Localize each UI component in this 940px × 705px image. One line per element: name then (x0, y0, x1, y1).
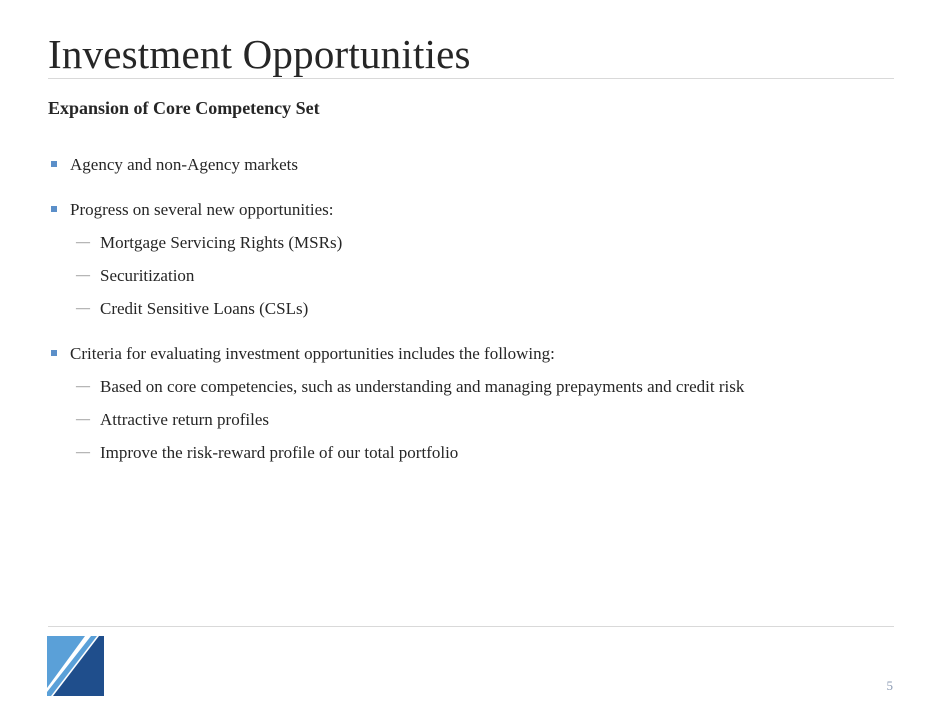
square-bullet-icon (51, 161, 57, 167)
bullet-text: Progress on several new opportunities: (70, 200, 334, 219)
sub-bullet-item (48, 226, 898, 259)
bullet-item (48, 148, 898, 181)
sub-bullet-text: Attractive return profiles (100, 410, 269, 429)
footer-divider (48, 626, 894, 627)
bullet-group (48, 193, 898, 325)
dash-icon: — (76, 235, 90, 250)
bullet-list (48, 148, 898, 481)
square-bullet-icon (51, 350, 57, 356)
slide-title: Investment Opportunities (48, 31, 471, 77)
sub-bullet-item (48, 403, 898, 436)
bullet-text: Criteria for evaluating investment opportunities includes the following: (70, 344, 555, 363)
sub-bullet-text: Credit Sensitive Loans (CSLs) (100, 299, 309, 318)
dash-icon: — (76, 268, 90, 283)
dash-icon: — (76, 412, 90, 427)
company-logo-icon (47, 636, 104, 696)
dash-icon: — (76, 445, 90, 460)
sub-bullet-item (48, 259, 898, 292)
sub-bullet-item (48, 370, 898, 403)
dash-icon: — (76, 301, 90, 316)
dash-icon: — (76, 379, 90, 394)
square-bullet-icon (51, 206, 57, 212)
page-number: 5 (886, 678, 893, 693)
sub-bullet-text: Mortgage Servicing Rights (MSRs) (100, 233, 343, 252)
bullet-item (48, 337, 898, 370)
sub-bullet-text: Based on core competencies, such as understanding and managing prepayments and credit risk (100, 377, 745, 396)
bullet-item (48, 193, 898, 226)
sub-bullet-item (48, 292, 898, 325)
sub-bullet-text: Securitization (100, 266, 195, 285)
section-heading: Expansion of Core Competency Set (48, 98, 320, 118)
bullet-group (48, 148, 898, 181)
title-divider (48, 78, 894, 79)
sub-bullet-item (48, 436, 898, 469)
sub-bullet-text: Improve the risk-reward profile of our total portfolio (100, 443, 459, 462)
bullet-group (48, 337, 898, 469)
bullet-text: Agency and non-Agency markets (70, 155, 299, 174)
